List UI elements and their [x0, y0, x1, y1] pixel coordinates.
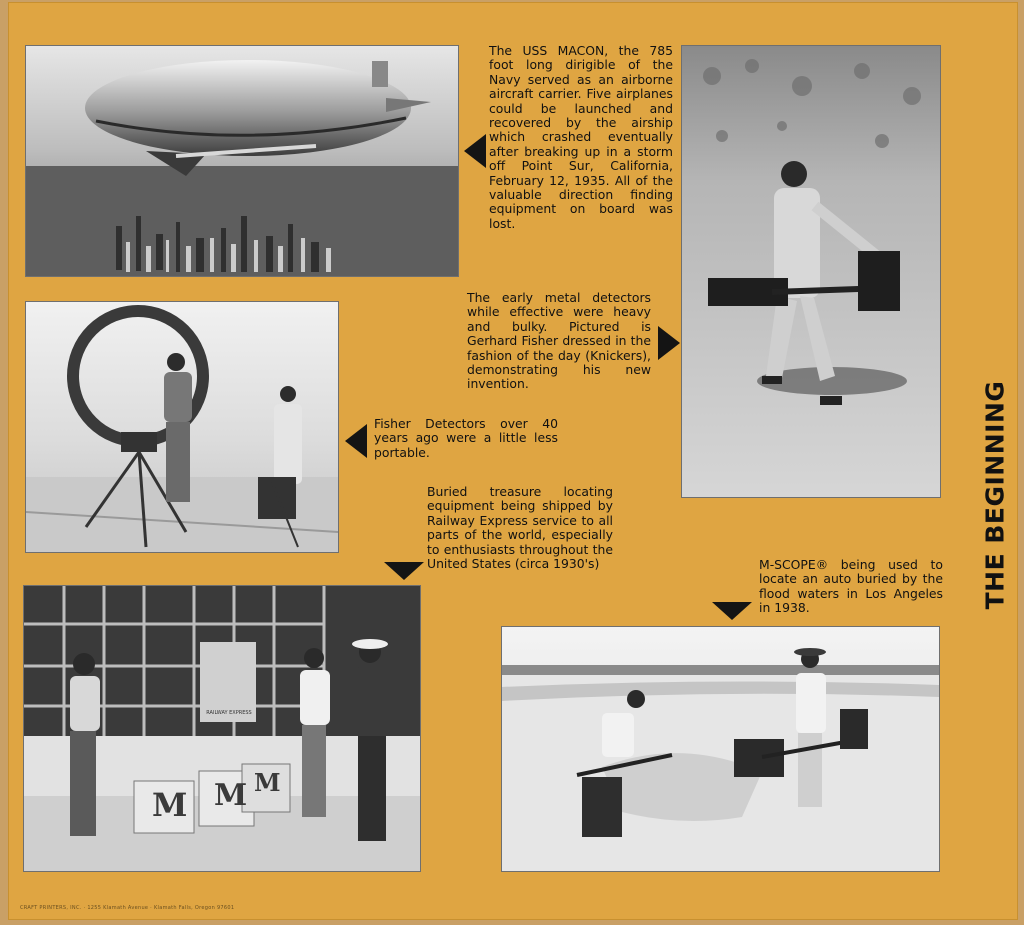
crate-letter-m-2: M: [214, 778, 248, 813]
caption-fisher-40-years: Fisher Detectors over 40 years ago were a little less portable.: [374, 416, 558, 460]
railway-express-poster-label: RAILWAY EXPRESS: [206, 710, 252, 716]
caption-mscope: M-SCOPE® being used to locate an auto buried by the flood waters in Los Angeles in 1938.: [759, 557, 943, 616]
arrow-right-to-fisher: [658, 326, 680, 360]
photo-uss-macon: [26, 46, 458, 276]
photo-ring-detector: [26, 302, 338, 552]
page-title: THE BEGINNING: [980, 380, 1010, 610]
caption-uss-macon: The USS MACON, the 785 foot long dirigible of the Navy served as an airborne aircraft carrier. Five airplanes could be launched and recovered by the airship which crashed eventually after breaking up in a storm off Point Sur, California, February 12, 1935. All of the valuable direction finding equipment on board was lost.: [489, 43, 673, 231]
photo-mscope-buried-auto: [502, 627, 939, 871]
arrow-down-to-railway: [384, 562, 424, 580]
photo-gerhard-fisher: [682, 46, 940, 497]
arrow-left-to-macon: [464, 134, 486, 168]
crate-letter-m-1: M: [152, 786, 188, 824]
photo-railway-express: [24, 586, 420, 871]
caption-early-detectors: The early metal detectors while effective were heavy and bulky. Pictured is Gerhard Fisher dressed in the fashion of the day (Knickers), demonstrating his new invention.: [467, 290, 651, 392]
arrow-left-to-ring: [345, 424, 367, 458]
arrow-down-to-mscope: [712, 602, 752, 620]
crate-letter-m-3: M: [254, 768, 281, 797]
printer-imprint: CRAFT PRINTERS, INC. · 1255 Klamath Avenue · Klamath Falls, Oregon 97601: [20, 905, 235, 911]
caption-railway-express: Buried treasure locating equipment being shipped by Railway Express service to all parts of the world, especially to enthusiasts throughout the United States (circa 1930's): [427, 484, 613, 572]
